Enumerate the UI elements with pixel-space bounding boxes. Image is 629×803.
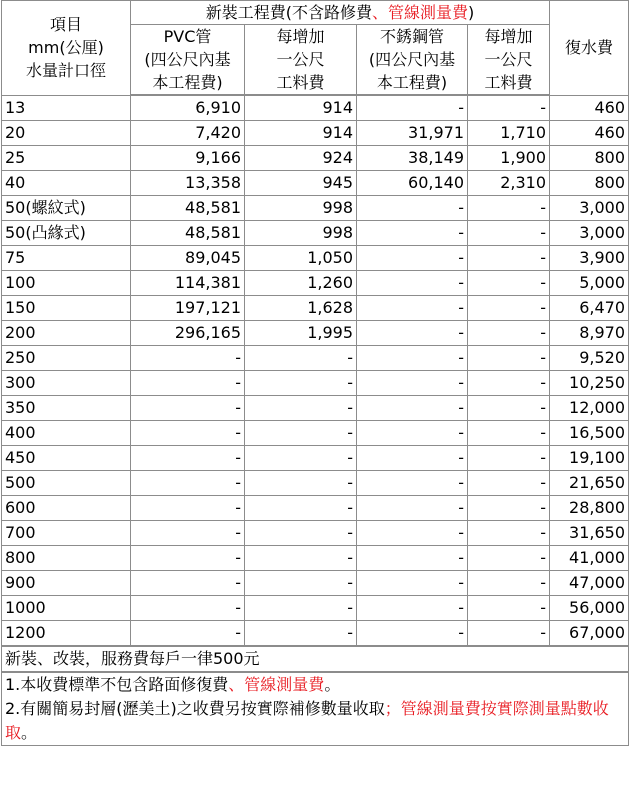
restore-fee-cell: 3,000 xyxy=(550,221,629,246)
restore-fee-cell: 31,650 xyxy=(550,521,629,546)
pvc-fee-cell: - xyxy=(131,421,245,446)
pvc-extra-fee-cell: - xyxy=(245,596,357,621)
steel-fee-cell: - xyxy=(357,596,468,621)
meter-size-cell: 800 xyxy=(2,546,131,571)
pvc-fee-cell: 7,420 xyxy=(131,121,245,146)
meter-size-cell: 200 xyxy=(2,321,131,346)
steel-fee-cell: - xyxy=(357,246,468,271)
pvc-fee-cell: 9,166 xyxy=(131,146,245,171)
steel-extra-fee-cell: - xyxy=(468,546,550,571)
steel-fee-cell: - xyxy=(357,95,468,121)
steel-fee-cell: - xyxy=(357,396,468,421)
steel-extra-fee-cell: - xyxy=(468,571,550,596)
meter-size-cell: 13 xyxy=(2,95,131,121)
meter-size-cell: 250 xyxy=(2,346,131,371)
pvc-extra-fee-cell: - xyxy=(245,471,357,496)
pvc-extra-fee-cell: 914 xyxy=(245,95,357,121)
steel-extra-fee-cell: - xyxy=(468,196,550,221)
steel-extra-fee-cell: 2,310 xyxy=(468,171,550,196)
steel-fee-cell: - xyxy=(357,371,468,396)
steel-extra-fee-cell: - xyxy=(468,421,550,446)
pvc-fee-cell: 13,358 xyxy=(131,171,245,196)
steel-fee-cell: - xyxy=(357,271,468,296)
water-meter-fee-table xyxy=(1,0,629,746)
pvc-fee-cell: - xyxy=(131,496,245,521)
steel-extra-fee-cell: 1,710 xyxy=(468,121,550,146)
pvc-fee-cell: - xyxy=(131,521,245,546)
table-row xyxy=(2,396,629,421)
restore-fee-cell: 41,000 xyxy=(550,546,629,571)
meter-size-cell: 50(螺紋式) xyxy=(2,196,131,221)
table-row xyxy=(2,146,629,171)
steel-fee-cell: - xyxy=(357,571,468,596)
pvc-extra-fee-cell: 924 xyxy=(245,146,357,171)
pvc-extra-fee-cell: - xyxy=(245,496,357,521)
restore-fee-cell: 5,000 xyxy=(550,271,629,296)
restore-fee-cell: 800 xyxy=(550,146,629,171)
pvc-extra-fee-cell: 1,628 xyxy=(245,296,357,321)
restore-fee-cell: 16,500 xyxy=(550,421,629,446)
restore-fee-cell: 19,100 xyxy=(550,446,629,471)
new-install-header: 新裝工程費(不含路修費、管線測量費) xyxy=(131,1,550,25)
table-row xyxy=(2,171,629,196)
steel-fee-cell: - xyxy=(357,471,468,496)
steel-extra-fee-cell: 1,900 xyxy=(468,146,550,171)
steel-fee-cell: 38,149 xyxy=(357,146,468,171)
steel-extra-fee-cell: - xyxy=(468,371,550,396)
pvc-fee-cell: - xyxy=(131,571,245,596)
restore-fee-cell: 28,800 xyxy=(550,496,629,521)
pvc-extra-fee-cell: - xyxy=(245,371,357,396)
meter-size-cell: 40 xyxy=(2,171,131,196)
meter-size-cell: 300 xyxy=(2,371,131,396)
meter-size-cell: 700 xyxy=(2,521,131,546)
restore-fee-cell: 10,250 xyxy=(550,371,629,396)
pvc-fee-cell: 197,121 xyxy=(131,296,245,321)
steel-fee-cell: - xyxy=(357,496,468,521)
table-row xyxy=(2,246,629,271)
pvc-fee-cell: 114,381 xyxy=(131,271,245,296)
restore-fee-cell: 3,000 xyxy=(550,196,629,221)
meter-size-cell: 1000 xyxy=(2,596,131,621)
table-row xyxy=(2,321,629,346)
footnote-2: 2.有關簡易封層(瀝美土)之收費另按實際補修數量收取；管線測量費按實際測量點數收取。 xyxy=(5,699,609,742)
steel-extra-fee-cell: - xyxy=(468,346,550,371)
pvc-fee-cell: - xyxy=(131,471,245,496)
pvc-extra-fee-cell: - xyxy=(245,621,357,647)
restore-fee-cell: 9,520 xyxy=(550,346,629,371)
pvc-fee-cell: - xyxy=(131,396,245,421)
steel-extra-fee-cell: - xyxy=(468,521,550,546)
pvc-extra-fee-cell: - xyxy=(245,421,357,446)
steel-fee-cell: - xyxy=(357,221,468,246)
table-row xyxy=(2,296,629,321)
table-row xyxy=(2,271,629,296)
steel-extra-fee-cell: - xyxy=(468,221,550,246)
meter-size-cell: 150 xyxy=(2,296,131,321)
service-note: 新裝、改裝，服務費每戶一律500元 xyxy=(2,646,629,672)
pvc-fee-cell: - xyxy=(131,371,245,396)
meter-size-cell: 900 xyxy=(2,571,131,596)
steel-extra-fee-cell: - xyxy=(468,95,550,121)
restore-fee-cell: 67,000 xyxy=(550,621,629,647)
pvc-fee-cell: 89,045 xyxy=(131,246,245,271)
restore-fee-cell: 21,650 xyxy=(550,471,629,496)
steel-fee-cell: - xyxy=(357,446,468,471)
steel-extra-fee-cell: - xyxy=(468,321,550,346)
table-row xyxy=(2,571,629,596)
table-row xyxy=(2,221,629,246)
pvc-extra-fee-cell: - xyxy=(245,521,357,546)
pvc-extra-fee-cell: - xyxy=(245,346,357,371)
steel-extra-fee-cell: - xyxy=(468,621,550,647)
meter-size-cell: 1200 xyxy=(2,621,131,647)
table-row xyxy=(2,546,629,571)
meter-size-cell: 600 xyxy=(2,496,131,521)
pvc-extra-fee-cell: - xyxy=(245,396,357,421)
steel-extra-fee-cell: - xyxy=(468,446,550,471)
meter-size-cell: 500 xyxy=(2,471,131,496)
steel-fee-cell: 31,971 xyxy=(357,121,468,146)
table-row xyxy=(2,446,629,471)
table-row xyxy=(2,95,629,121)
meter-size-cell: 75 xyxy=(2,246,131,271)
table-row xyxy=(2,621,629,647)
steel-header: 不銹鋼管 (四公尺內基 本工程費) xyxy=(357,25,468,96)
pvc-extra-fee-cell: - xyxy=(245,546,357,571)
table-row xyxy=(2,596,629,621)
restore-fee-cell: 47,000 xyxy=(550,571,629,596)
table-row xyxy=(2,371,629,396)
restore-fee-header: 復水費 xyxy=(550,1,629,96)
service-note-row xyxy=(2,646,629,672)
table-row xyxy=(2,346,629,371)
table-row xyxy=(2,196,629,221)
footnotes xyxy=(2,672,629,746)
fee-rows xyxy=(2,95,629,646)
pvc-fee-cell: - xyxy=(131,446,245,471)
restore-fee-cell: 800 xyxy=(550,171,629,196)
restore-fee-cell: 3,900 xyxy=(550,246,629,271)
table-row xyxy=(2,121,629,146)
meter-size-cell: 100 xyxy=(2,271,131,296)
steel-fee-cell: - xyxy=(357,296,468,321)
pvc-extra-fee-cell: 945 xyxy=(245,171,357,196)
table-row xyxy=(2,496,629,521)
pvc-fee-cell: 6,910 xyxy=(131,95,245,121)
pvc-fee-cell: 296,165 xyxy=(131,321,245,346)
steel-fee-cell: - xyxy=(357,346,468,371)
meter-size-cell: 20 xyxy=(2,121,131,146)
pvc-extra-fee-cell: 1,995 xyxy=(245,321,357,346)
restore-fee-cell: 460 xyxy=(550,121,629,146)
steel-extra-fee-cell: - xyxy=(468,496,550,521)
pvc-extra-fee-cell: 914 xyxy=(245,121,357,146)
steel-extra-header: 每增加 一公尺 工料費 xyxy=(468,25,550,96)
steel-extra-fee-cell: - xyxy=(468,596,550,621)
steel-fee-cell: - xyxy=(357,421,468,446)
table-row xyxy=(2,421,629,446)
steel-extra-fee-cell: - xyxy=(468,271,550,296)
meter-size-cell: 25 xyxy=(2,146,131,171)
pvc-fee-cell: - xyxy=(131,546,245,571)
table-row xyxy=(2,521,629,546)
pvc-extra-fee-cell: - xyxy=(245,446,357,471)
pvc-extra-fee-cell: 1,050 xyxy=(245,246,357,271)
steel-fee-cell: - xyxy=(357,546,468,571)
steel-fee-cell: - xyxy=(357,196,468,221)
header-row-top xyxy=(2,1,629,25)
pvc-fee-cell: - xyxy=(131,621,245,647)
steel-extra-fee-cell: - xyxy=(468,396,550,421)
restore-fee-cell: 6,470 xyxy=(550,296,629,321)
pvc-fee-cell: 48,581 xyxy=(131,196,245,221)
steel-extra-fee-cell: - xyxy=(468,471,550,496)
steel-fee-cell: - xyxy=(357,521,468,546)
steel-extra-fee-cell: - xyxy=(468,296,550,321)
pvc-extra-fee-cell: - xyxy=(245,571,357,596)
meter-size-cell: 400 xyxy=(2,421,131,446)
steel-fee-cell: - xyxy=(357,621,468,647)
meter-size-cell: 50(凸緣式) xyxy=(2,221,131,246)
table-row xyxy=(2,471,629,496)
steel-fee-cell: - xyxy=(357,321,468,346)
pvc-fee-cell: 48,581 xyxy=(131,221,245,246)
pvc-extra-fee-cell: 998 xyxy=(245,221,357,246)
footnote-1: 1.本收費標準不包含路面修復費、管線測量費。 xyxy=(5,675,341,694)
notes-row xyxy=(2,672,629,746)
restore-fee-cell: 56,000 xyxy=(550,596,629,621)
pvc-fee-cell: - xyxy=(131,596,245,621)
restore-fee-cell: 460 xyxy=(550,95,629,121)
meter-size-cell: 450 xyxy=(2,446,131,471)
pvc-extra-header: 每增加 一公尺 工料費 xyxy=(245,25,357,96)
item-column-header: 項目 mm(公厘) 水量計口徑 xyxy=(2,1,131,96)
meter-size-cell: 350 xyxy=(2,396,131,421)
pvc-extra-fee-cell: 1,260 xyxy=(245,271,357,296)
steel-extra-fee-cell: - xyxy=(468,246,550,271)
restore-fee-cell: 8,970 xyxy=(550,321,629,346)
pvc-header: PVC管 (四公尺內基 本工程費) xyxy=(131,25,245,96)
restore-fee-cell: 12,000 xyxy=(550,396,629,421)
pvc-fee-cell: - xyxy=(131,346,245,371)
pvc-extra-fee-cell: 998 xyxy=(245,196,357,221)
steel-fee-cell: 60,140 xyxy=(357,171,468,196)
